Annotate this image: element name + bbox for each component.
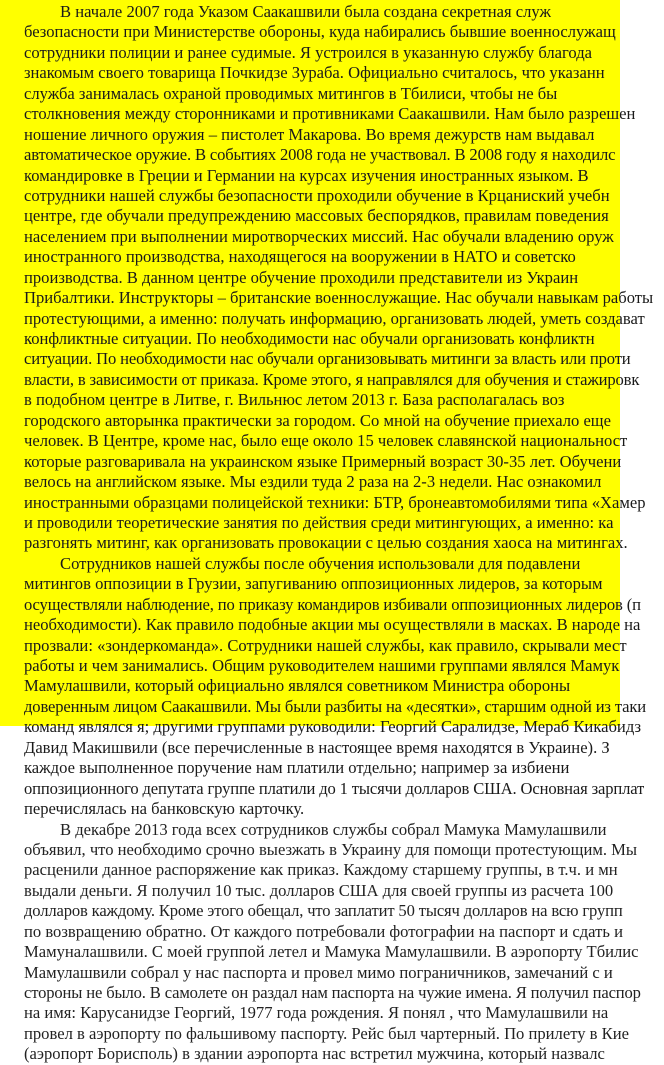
document-text	[24, 2, 664, 1065]
text-line: работы и чем занимались. Общим руководителем нашими группами являлся Мамук	[24, 656, 620, 675]
text-line: знакомым своего товарища Почкидзе Зураба. Официально считалось, что указанн	[24, 63, 605, 83]
text-line: оппозиционного депутата группе платили до 1 тысячи долларов США. Основная зарплат	[24, 778, 645, 798]
text-line: иностранного производства, находящегося на вооружении в НАТО и советско	[24, 247, 576, 267]
text-line: сотрудники нашей службы безопасности проходили обучение в Крцаниский учебн	[24, 185, 610, 205]
text-line: (аэропорт Борисполь) в здании аэропорта нас встретил мужчина, который назвалс	[24, 1044, 605, 1064]
text-line: ношение личного оружия – пистолет Макарова. Во время дежурств нам выдавал	[24, 124, 595, 144]
text-line: производства. В данном центре обучение проходили представители из Украин	[24, 267, 579, 287]
text-line: центре, где обучали предупреждению массовых беспорядков, правилам поведения	[24, 206, 609, 226]
text-line: командировке в Греции и Германии на курсах изучения иностранных языком. В	[24, 165, 589, 185]
text-line: команд являлся я; другими группами руководили: Георгий Саралидзе, Мераб Кикабидз	[24, 717, 642, 737]
text-line: протестующими, а именно: получать информацию, организовать людей, уметь создават	[24, 308, 645, 328]
text-line: В декабре 2013 года всех сотрудников службы собрал Мамука Мамулашвили	[60, 819, 607, 839]
text-line: столкновения между сторонниками и противниками Саакашвили. Нам было разрешен	[24, 104, 636, 124]
text-line: безопасности при Министерстве обороны, куда набирались бывшие военнослужащ	[24, 22, 616, 42]
text-line: по возвращению обратно. От каждого потребовали фотографии на паспорт и сдать и	[24, 921, 623, 941]
text-line: выдали деньги. Я получил 10 тыс. долларов США для своей группы из расчета 100	[24, 880, 614, 900]
text-line: стороны не было. В самолете он раздал нам паспорта на чужие имена. Я получил паспор	[24, 983, 641, 1002]
text-line: прозвали: «зондеркоманда». Сотрудники нашей службы, как правило, скрывали мест	[24, 635, 627, 655]
text-line: которые разговаривала на украинском языке Примерный возраст 30-35 лет. Обучени	[24, 451, 622, 471]
text-line: долларов каждому. Кроме этого обещал, что заплатит 50 тысяч долларов на всю групп	[24, 901, 623, 921]
text-line: провел в аэропорту по фальшивому паспорту. Рейс был чартерный. По прилету в Кие	[24, 1023, 629, 1043]
text-line: городского авторынка практически за городом. Со мной на обучение приехало еще	[24, 410, 611, 430]
text-line: каждое выполненное поручение нам платили отдельно; например за избиени	[24, 758, 570, 778]
text-line: разгонять митинг, как организовать провокации с целью создания хаоса на митингах.	[24, 533, 628, 553]
highlighted-text-section	[24, 2, 664, 820]
text-line: Мамуналашвили. С моей группой летел и Мамука Мамулашвили. В аэропорту Тбилис	[24, 942, 639, 962]
text-line: служба занималась охраной проводимых митингов в Тбилиси, чтобы не бы	[24, 83, 558, 103]
text-line: конфликтные ситуации. По необходимости нас обучали организовать конфликтн	[24, 329, 595, 348]
text-line: в подобном центре в Литве, г. Вильнюс летом 2013 г. База располагалась воз	[24, 390, 565, 410]
text-line: человек. В Центре, кроме нас, было еще около 15 человек славянской национальност	[24, 431, 628, 451]
text-line: власти, в зависимости от приказа. Кроме этого, я направлялся для обучения и стажировк	[24, 369, 640, 389]
text-line: осуществляли наблюдение, по приказу командиров избивали оппозиционных лидеров (п	[24, 594, 641, 614]
text-line: необходимости). Как правило подобные акции мы осуществляли в масках. В народе на	[24, 615, 641, 635]
plain-text-section	[24, 820, 664, 1065]
text-line: на имя: Карусанидзе Георгий, 1977 года рождения. Я понял , что Мамулашвили на	[24, 1003, 609, 1023]
text-line: иностранными образцами полицейской техники: БТР, бронеавтомобилями типа «Хамер	[24, 492, 646, 512]
text-line: перечислялась на банковскую карточку.	[24, 799, 305, 819]
text-line: велось на английском языке. Мы ездили туда 2 раза на 2-3 недели. Нас ознакомил	[24, 472, 602, 492]
text-line: митингов оппозиции в Грузии, запугиванию оппозиционных лидеров, за которым	[24, 574, 603, 594]
text-line: В начале 2007 года Указом Саакашвили была создана секретная служ	[60, 2, 551, 21]
text-line: сотрудники полиции и ранее судимые. Я устроился в указанную службу благода	[24, 42, 593, 62]
text-line: расценили данное распоряжение как приказ. Каждому старшему группы, в т.ч. и мн	[24, 860, 618, 880]
text-line: Мамулашвили собрал у нас паспорта и провел мимо пограничников, замечаний с и	[24, 962, 613, 982]
text-line: населением при выполнении миротворческих миссий. Нас обучали владению оруж	[24, 226, 614, 246]
text-line: автоматическое оружие. В событиях 2008 года не участвовал. В 2008 году я находилс	[24, 145, 616, 165]
text-line: доверенным лицом Саакашвили. Мы были разбиты на «десятки», старшим одной из таки	[24, 696, 646, 716]
text-line: ситуации. По необходимости нас обучали организовывать митинги за власть или проти	[24, 349, 631, 369]
text-line: Мамулашвили, который официально являлся советником Министра обороны	[24, 676, 571, 696]
text-line: Давид Макишвили (все перечисленные в настоящее время находятся в Украине). З	[24, 737, 610, 757]
text-line: Прибалтики. Инструкторы – британские военнослужащие. Нас обучали навыкам работы	[24, 288, 654, 308]
text-line: Сотрудников нашей службы после обучения использовали для подавлени	[60, 553, 581, 573]
text-line: объявил, что необходимо срочно выезжать в Украину для помощи протестующим. Мы	[24, 839, 638, 859]
text-line: и проводили теоретические занятия по действия среди митингующих, а именно: ка	[24, 512, 614, 532]
